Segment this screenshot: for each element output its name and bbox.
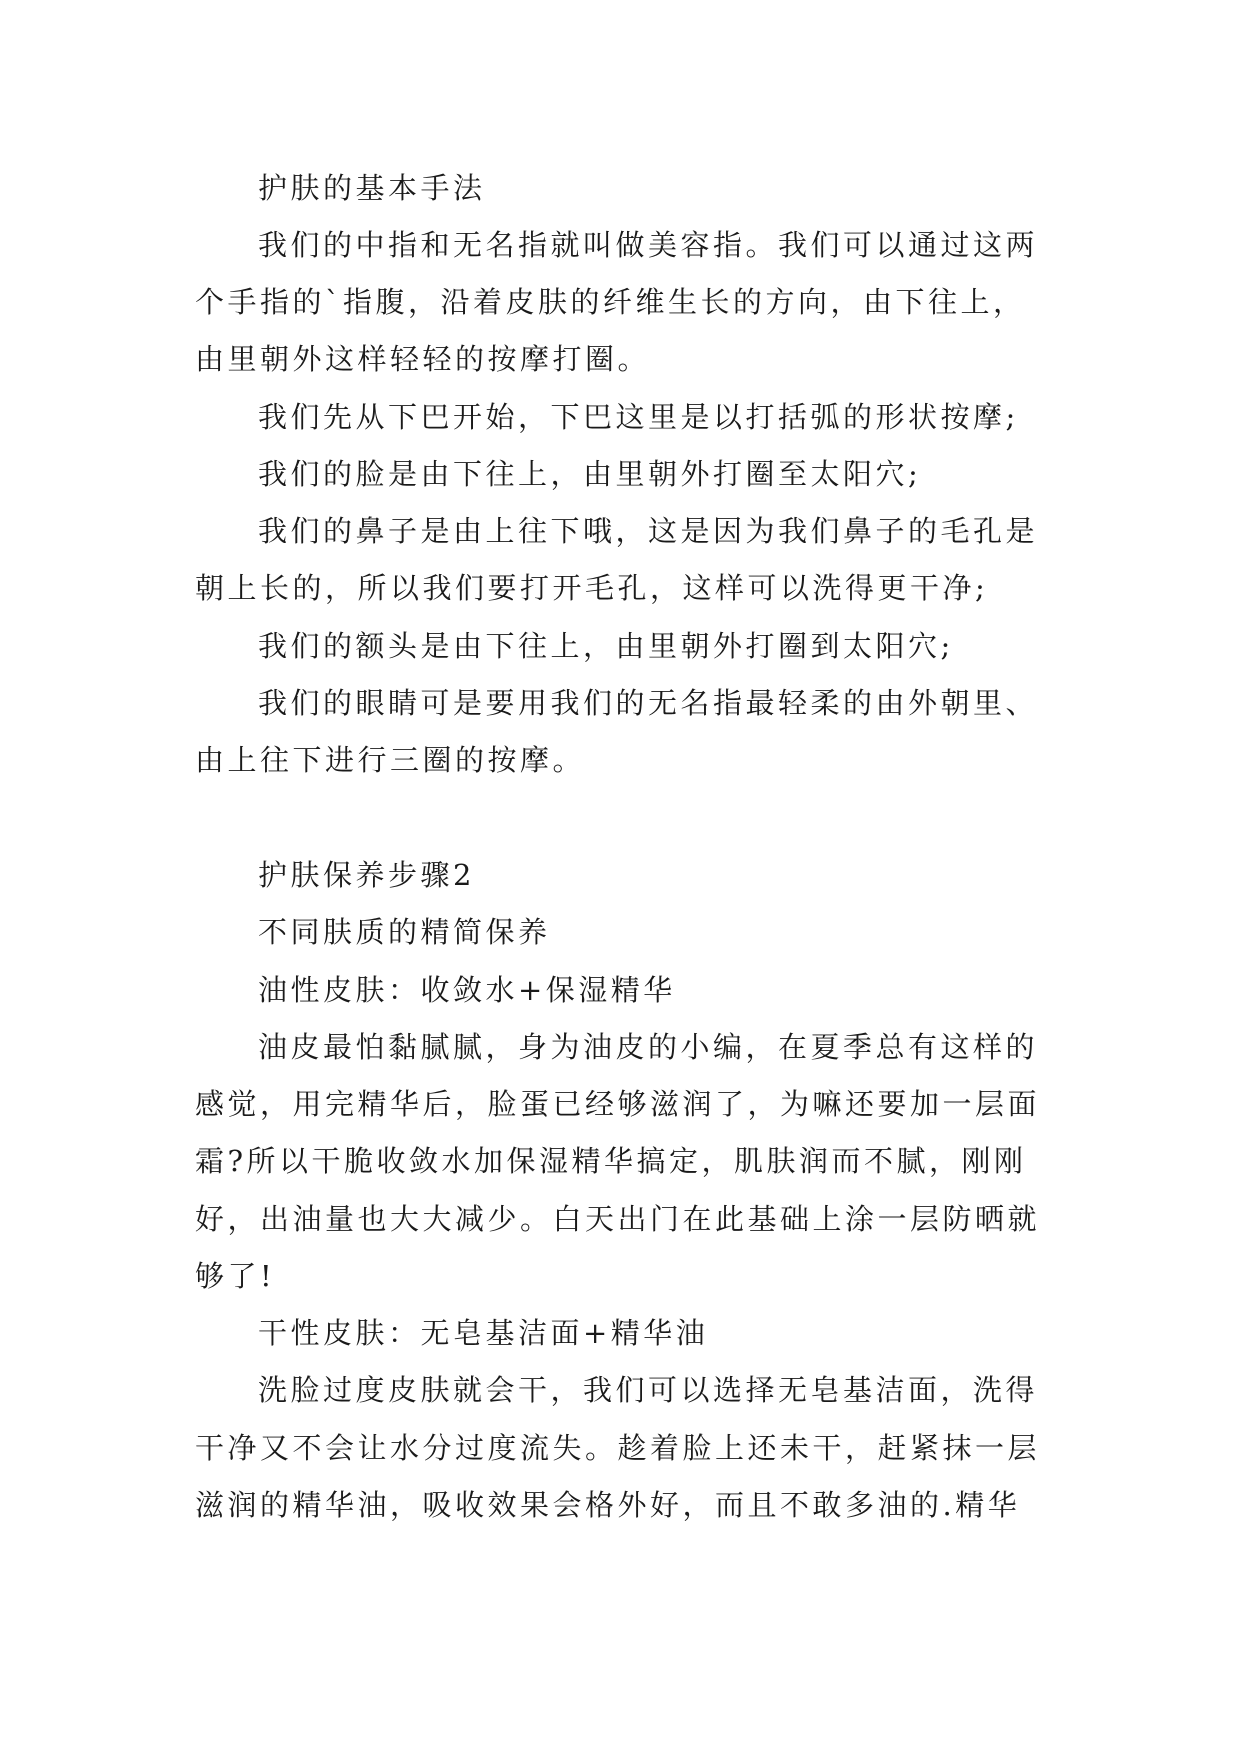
paragraph-line: 好，出油量也大大减少。白天出门在此基础上涂一层防晒就	[195, 1202, 1041, 1236]
paragraph-line: 我们的眼睛可是要用我们的无名指最轻柔的由外朝里、	[258, 686, 1039, 720]
paragraph-line: 我们的中指和无名指就叫做美容指。我们可以通过这两	[258, 228, 1039, 262]
paragraph-line: 我们的脸是由下往上，由里朝外打圈至太阳穴;	[258, 457, 922, 491]
subheading: 干性皮肤：无皂基洁面+精华油	[258, 1316, 709, 1350]
paragraph-line: 滋润的精华油，吸收效果会格外好，而且不敢多油的.精华	[195, 1488, 1021, 1522]
paragraph-line: 洗脸过度皮肤就会干，我们可以选择无皂基洁面，洗得	[258, 1373, 1039, 1407]
paragraph-line: 我们的鼻子是由上往下哦，这是因为我们鼻子的毛孔是	[258, 514, 1039, 548]
paragraph-line: 够了!	[195, 1259, 276, 1293]
paragraph-line: 油皮最怕黏腻腻，身为油皮的小编，在夏季总有这样的	[258, 1030, 1039, 1064]
section-heading: 护肤保养步骤2	[258, 858, 475, 892]
paragraph-line: 个手指的`指腹，沿着皮肤的纤维生长的方向，由下往上，	[195, 285, 1026, 319]
subheading: 油性皮肤：收敛水+保湿精华	[258, 973, 676, 1007]
paragraph-line: 霜?所以干脆收敛水加保湿精华搞定，肌肤润而不腻，刚刚	[195, 1144, 1027, 1178]
subheading: 不同肤质的精简保养	[258, 915, 551, 949]
paragraph-line: 干净又不会让水分过度流失。趁着脸上还未干，赶紧抹一层	[195, 1431, 1041, 1465]
paragraph-line: 由里朝外这样轻轻的按摩打圈。	[195, 342, 651, 376]
paragraph-line: 我们先从下巴开始，下巴这里是以打括弧的形状按摩;	[258, 400, 1019, 434]
section-heading: 护肤的基本手法	[258, 171, 486, 205]
paragraph-line: 由上往下进行三圈的按摩。	[195, 743, 586, 777]
paragraph-line: 我们的额头是由下往上，由里朝外打圈到太阳穴;	[258, 629, 954, 663]
paragraph-line: 朝上长的，所以我们要打开毛孔，这样可以洗得更干净;	[195, 571, 989, 605]
paragraph-line: 感觉，用完精华后，脸蛋已经够滋润了，为嘛还要加一层面	[195, 1087, 1041, 1121]
